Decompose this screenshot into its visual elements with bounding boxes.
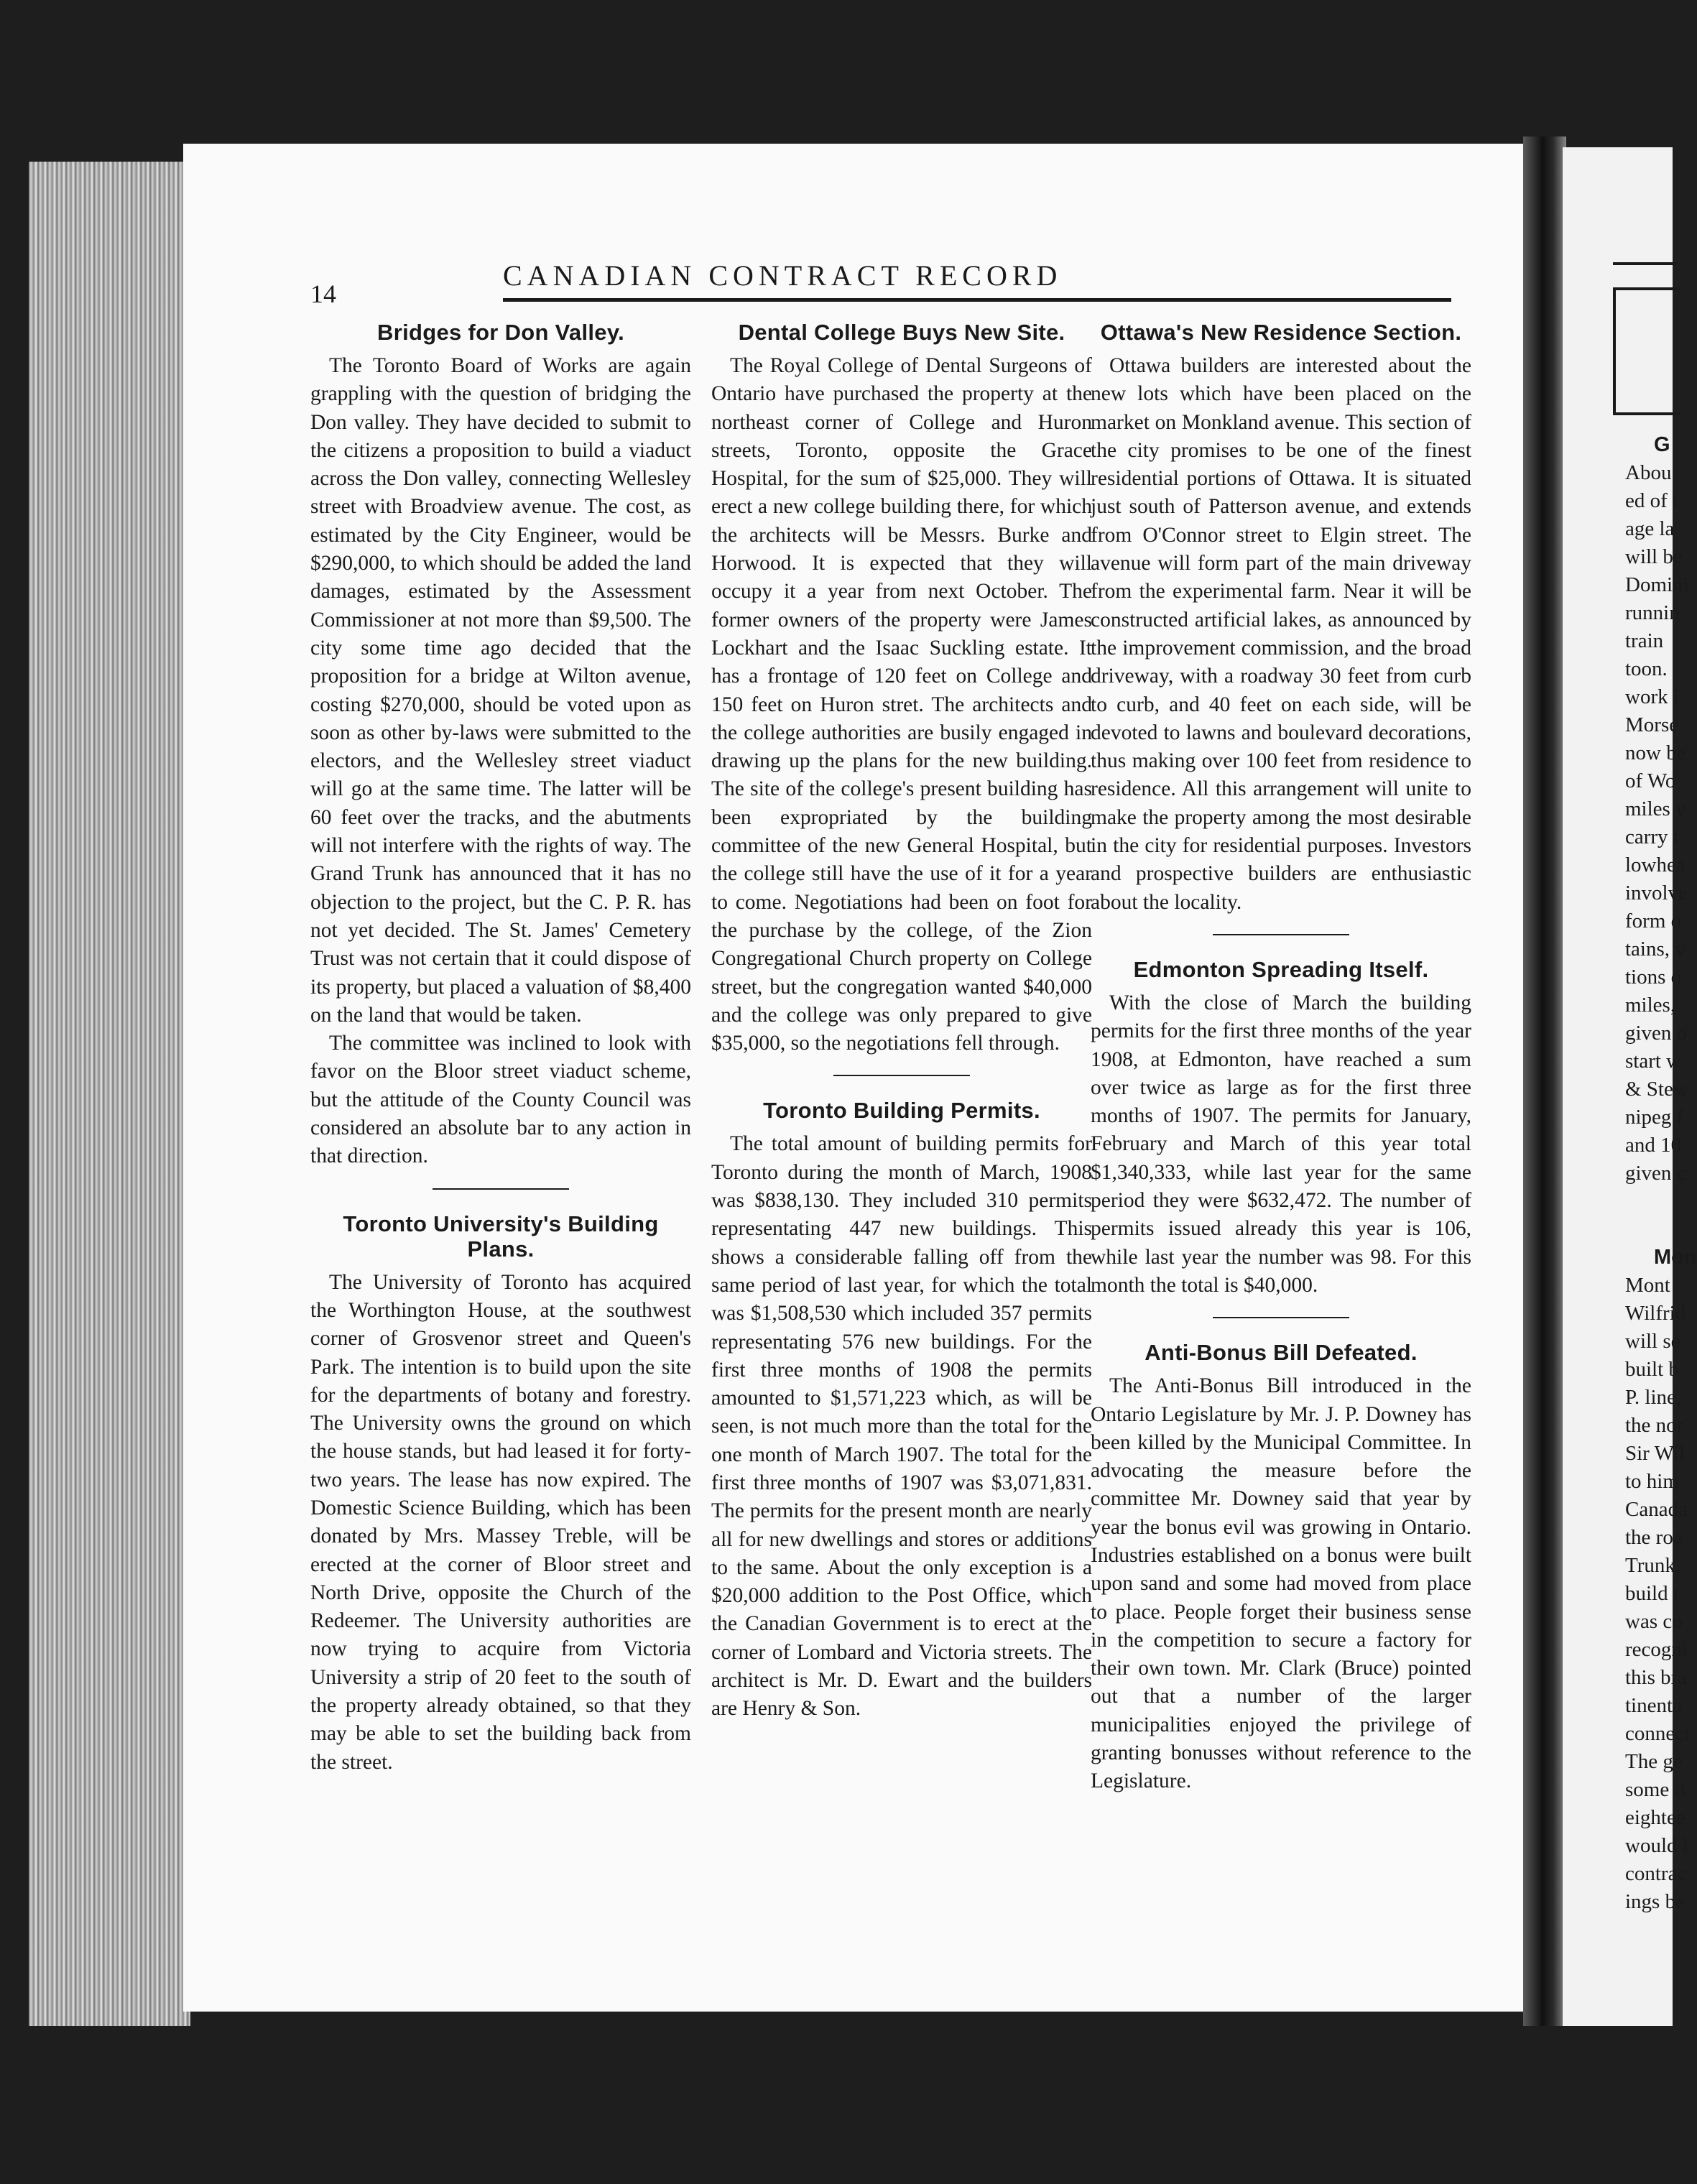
facing-page-line: lowhea (1625, 853, 1686, 876)
article-title: Dental College Buys New Site. (738, 320, 1065, 345)
facing-page-line: start w (1625, 1050, 1682, 1073)
facing-page-line: would l (1625, 1834, 1688, 1857)
article-paragraph: The University of Toronto has acquired the Worthington House, at the southwest corner of Grosvenor street and Queen's Park. The intention is to build upon the site for the departments of botany and forestry. The University owns the ground on which the house stands, but had leased it for forty-two years. The lease has now expired. The Domestic Science Building, which has been donated by Mrs. Massey Treble, will be erected at the corner of Bloor street and North Drive, opposite the Church of the Redeemer. The University authorities are now trying to acquire from Victoria University a strip of 20 feet to the south of the property already obtained, so that they may be able to set the building back from the street. (310, 1270, 691, 1774)
article-title: Toronto University's Building Plans. (343, 1211, 659, 1262)
article-title: Ottawa's New Residence Section. (1100, 320, 1462, 345)
article-permits (711, 1098, 1092, 1723)
facing-page-line: was co (1625, 1610, 1683, 1633)
facing-page-line: form o (1625, 910, 1682, 933)
facing-page-line: carry t (1625, 825, 1679, 848)
column-3 (1091, 320, 1471, 1796)
section-divider (1213, 934, 1349, 935)
section-divider (833, 1075, 970, 1076)
facing-page-line: G (1654, 433, 1670, 456)
facing-page-line: tains, v (1625, 938, 1686, 961)
facing-page-line: given o (1625, 1022, 1688, 1045)
facing-page-box (1613, 287, 1680, 415)
running-head: CANADIAN CONTRACT RECORD (503, 259, 1451, 302)
article-paragraph: The Royal College of Dental Surgeons of Ontario have purchased the property at the northeast corner of College and Huron streets, Toronto, opposite the Grace Hospital, for the sum of $25,000. They will erect a new college building there, for which the architects will be Messrs. Burke and Horwood. It is expected that they will occupy it a year from next October. The former owners of the property were James Lockhart and the Isaac Suckling estate. It has a frontage of 120 feet on College and 150 feet on Huron stret. The architects and the college authorities are busily engaged in drawing up the plans for the new building. The site of the college's present building has been expropriated by the building committee of the new General Hospital, but the college still have the use of it for a year to come. Negotiations had been on foot for the purchase by the college, of the Zion Congregational Church property on College street, but the congregation wanted $40,000 and the college was only prepared to give $35,000, so the negotiations fell through. (711, 354, 1092, 1055)
facing-page-line: build t (1625, 1582, 1679, 1605)
facing-page-line: contrac (1625, 1862, 1687, 1885)
article-title: Anti-Bonus Bill Defeated. (1145, 1340, 1418, 1366)
facing-page-line (1625, 1216, 1683, 1244)
facing-page-line: will se (1625, 1330, 1680, 1353)
facing-page-line: now be (1625, 741, 1686, 764)
facing-page-line: Domini (1625, 573, 1689, 596)
column-1 (310, 320, 691, 1777)
facing-page-line: miles, (1625, 994, 1676, 1017)
facing-page-line: the nor (1625, 1414, 1684, 1437)
facing-page-text (1625, 431, 1697, 1916)
facing-page-line: eightee (1625, 1806, 1686, 1829)
book-page-edges (29, 162, 190, 2026)
article-paragraph: The committee was inclined to look with favor on the Bloor street viaduct scheme, but the attitude of the County Council was considered an absolute bar to any action in that direction. (310, 1032, 691, 1168)
facing-page-line: Wilfrid (1625, 1302, 1686, 1325)
article-dental (711, 320, 1092, 1058)
facing-page-line: age la (1625, 517, 1675, 540)
facing-page-line: The ge (1625, 1750, 1683, 1773)
article-paragraph: The Toronto Board of Works are again grappling with the question of bridging the Don valley. They have decided to submit to the citizens a proposition to build a viaduct across the Don valley, connecting Wellesley street with Broadview avenue. The cost, as estimated by the City Engineer, would be $290,000, to which should be added the land damages, estimated by the Assessment Commissioner at not more than $9,500. The city some time ago decided that the proposition for a bridge at Wilton avenue, costing $270,000, should be voted upon as soon as other by-laws were submitted to the electors, and the Wellesley street viaduct will go at the same time. The latter will be 60 feet over the tracks, and the abutments will not interfere with the rights of way. The Grand Trunk has announced that it has no objection to the project, but the C. P. R. has not yet decided. The St. James' Cemetery Trust was not certain that it could dispose of its property, but placed a valuation of $8,400 on the land that would be taken. (310, 354, 691, 1027)
facing-page-line (1625, 1188, 1683, 1216)
article-title: Edmonton Spreading Itself. (1133, 956, 1429, 982)
facing-page-line: given c (1625, 1162, 1686, 1185)
column-2 (711, 320, 1092, 1723)
article-anti-bonus (1091, 1340, 1471, 1795)
article-paragraph: The Anti-Bonus Bill introduced in the Ontario Legislature by Mr. J. P. Downey has been killed by the Municipal Committee. In advocating the measure before the committee Mr. Downey said that year by year the bonus evil was growing in Ontario. Industries established on a bonus were built upon sand and some had moved from place to place. People forget their business sense in the competition to secure a factory for their own town. Mr. Clark (Bruce) pointed out that a number of the larger municipalities enjoyed the privilege of granting bonusses without reference to the Legislature. (1091, 1374, 1471, 1793)
facing-page-line: of Wo (1625, 769, 1676, 792)
facing-page-line: ings be (1625, 1890, 1685, 1913)
facing-page-line: nipeg f (1625, 1106, 1684, 1129)
facing-page-line: Sir Wil (1625, 1442, 1685, 1465)
facing-page-line: Mon (1654, 1246, 1697, 1269)
facing-page-line: connect (1625, 1722, 1691, 1745)
section-divider (433, 1188, 569, 1190)
book-gutter (1523, 136, 1566, 2026)
facing-page-line: work i (1625, 685, 1679, 708)
facing-page-line: Trunk, (1625, 1554, 1681, 1577)
facing-page-line: Canada (1625, 1498, 1688, 1521)
facing-page-line: tions o (1625, 966, 1682, 989)
article-paragraph: The total amount of building permits for Toronto during the month of March, 1908 was $838,130. They included 310 permits representating 447 new buildings. This shows a considerable falling off from the same period of last year, for which the total was $1,508,530 which included 357 permits representating 576 new buildings. For the first three months of 1908 the permits amounted to $1,571,223 which, as will be seen, is not much more than the total for the one month of March 1907. The total for the first three months of 1907 was $3,071,831. The permits for the present month are nearly all for new dwellings and stores or additions to the same. About the only exception is a $20,000 addition to the Post Office, which the Canadian Government is to erect at the corner of Lombard and Victoria streets. The architect is Mr. D. Ewart and the builders are Henry & Son. (711, 1132, 1092, 1721)
article-title: Bridges for Don Valley. (377, 320, 624, 345)
facing-page-line: & Stew (1625, 1078, 1688, 1101)
facing-page-line: runnin (1625, 601, 1680, 624)
facing-page-line: to him (1625, 1470, 1679, 1493)
facing-page-line: the roa (1625, 1526, 1683, 1549)
page-number: 14 (310, 279, 336, 308)
facing-page-line: built b (1625, 1358, 1679, 1381)
facing-page-line: Mont (1625, 1274, 1670, 1297)
facing-page-line: train (1625, 629, 1664, 652)
article-title: Toronto Building Permits. (763, 1098, 1040, 1124)
article-university (310, 1211, 691, 1777)
facing-page-line: miles v (1625, 797, 1686, 820)
article-paragraph: With the close of March the building permits for the first three months of the year 1908, at Edmonton, have reached a sum over twice as large as for the first three months of 1907. The permits for January, February and March of this year total $1,340,333, while last year for the same period they were $632,472. The number of permits issued already this year is 106, while last year the number was 98. For this month the total is $40,000. (1091, 991, 1471, 1297)
article-edmonton (1091, 957, 1471, 1300)
facing-page-line: involve (1625, 882, 1688, 904)
facing-page-line: toon. (1625, 657, 1668, 680)
article-ottawa (1091, 320, 1471, 917)
article-don-valley (310, 320, 691, 1171)
facing-page-line: this bra (1625, 1666, 1688, 1689)
facing-page-line: Morse (1625, 713, 1679, 736)
facing-page-line: some ti (1625, 1778, 1686, 1801)
facing-page-line: P. line, (1625, 1386, 1682, 1409)
facing-page-line: will be (1625, 545, 1683, 568)
facing-page-line: Abou (1625, 461, 1672, 484)
facing-page-line: ed of t (1625, 489, 1679, 512)
section-divider (1213, 1317, 1349, 1318)
facing-page-rule (1613, 262, 1678, 265)
facing-page-line: tinenta (1625, 1694, 1682, 1717)
article-paragraph: Ottawa builders are interested about the new lots which have been placed on the market on Monkland avenue. This section of the city promises to be one of the finest residential portions of Ottawa. It is situated just south of Patterson avenue, and extends from O'Connor street to Elgin street. The avenue will form part of the main driveway from the experimental farm. Near it will be constructed artificial lakes, as announced by the improvement commission, and the broad driveway, with a roadway 30 feet from curb to curb, and 40 feet on each side, will be devoted to lawns and boulevard decorations, thus making over 100 feet from residence to residence. All this arrangement will unite to make the property among the most desirable in the city for residential purposes. Investors and prospective builders are enthusiastic about the locality. (1091, 354, 1471, 914)
facing-page-line: recogni (1625, 1638, 1688, 1661)
facing-page-line: and 10 (1625, 1134, 1682, 1157)
